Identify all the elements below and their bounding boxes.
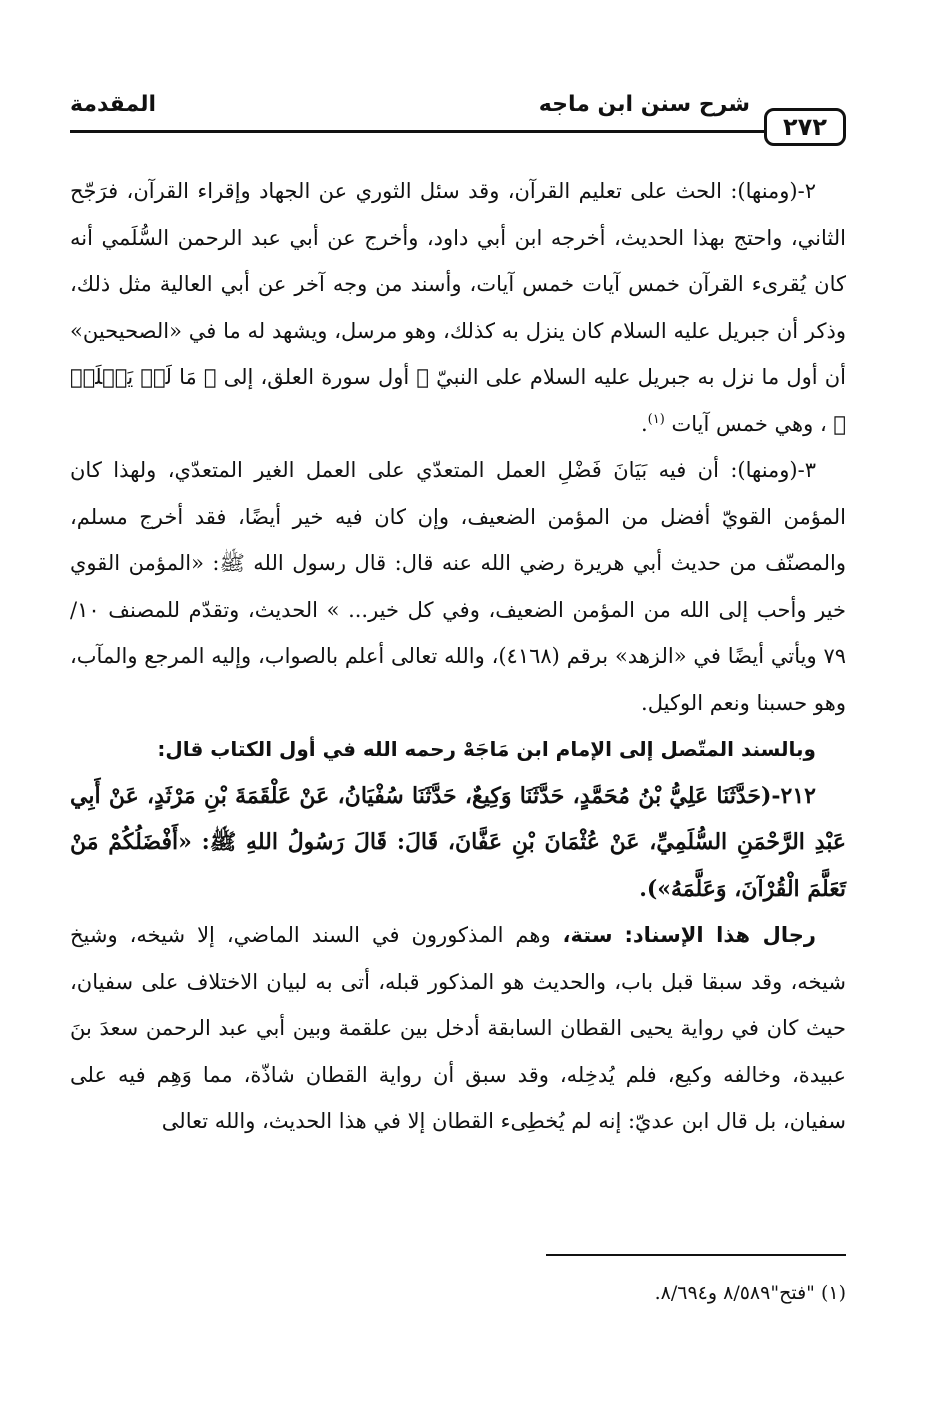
isnad-heading: وبالسند المتّصل إلى الإمام ابن مَاجَهْ رحمه الله في أول الكتاب قال: <box>157 737 816 761</box>
running-header <box>70 90 846 150</box>
page-number: ٢٧٢ <box>764 108 846 146</box>
book-title: شرح سنن ابن ماجه <box>538 92 750 117</box>
paragraph-point-2 <box>70 168 846 447</box>
document-page <box>70 0 846 1401</box>
rijal-count: ستة، <box>562 923 613 947</box>
paragraph-text: ٢-(ومنها): الحث على تعليم القرآن، وقد سئل الثوري عن الجهاد وإقراء القرآن، فرَجّح الثاني، واحتج بهذا الحديث، أخرجه ابن أبي داود، وأخرج عن أبي عبد الرحمن السُّلَمي أنه كان يُقرىء القرآن خمس آيات خمس آيات، وأسند من وجه آخر عن أبي العالية مثل ذلك، وذكر أن جبريل عليه السلام كان ينزل به كذلك، وهو مرسل، ويشهد له ما في «الصحيحين» أن أول ما نزل به جبريل عليه السلام على النبيّ ﷺ أول سورة العلق، إلى ﴿ مَا لَمۡ يَعۡلَمۡ ﴾ ، وهي خمس آيات <box>70 179 846 436</box>
header-rule <box>70 130 766 133</box>
rijal-lead: رجال هذا الإسناد: <box>624 923 816 947</box>
rijal-paragraph <box>70 912 846 1145</box>
section-title: المقدمة <box>70 92 157 117</box>
paragraph-end: . <box>640 411 648 436</box>
paragraph-point-3: ٣-(ومنها): أن فيه بَيَانَ فَضْلِ العمل المتعدّي على العمل الغير المتعدّي، ولهذا كان المؤمن القويّ أفضل من المؤمن الضعيف، وإن كان فيه خير أيضًا، فقد أخرج مسلم، والمصنّف من حديث أبي هريرة رضي الله عنه قال: قال رسول الله ﷺ: «المؤمن القوي خير وأحب إلى الله من المؤمن الضعيف، وفي كل خير... » الحديث، وتقدّم للمصنف ١٠/ ٧٩ ويأتي أيضًا في «الزهد» برقم (٤١٦٨)، والله تعالى أعلم بالصواب، وإليه المرجع والمآب، وهو حسبنا ونعم الوكيل. <box>70 458 847 715</box>
footnote: (١) "فتح"٨/٥٨٩ و٨/٦٩٤. <box>654 1282 846 1304</box>
footnote-rule <box>546 1254 846 1256</box>
rijal-text: وهم المذكورون في السند الماضي، إلا شيخه، وشيخ شيخه، وقد سبقا قبل باب، والحديث هو المذكور قبله، أتى به لبيان الاختلاف على سفيان، حيث كان في رواية يحيى القطان السابقة أدخل بين علقمة وبين أبي عبد الرحمن سعدَ بنَ عبيدة، وخالفه وكيع، فلم يُدخِله، وقد سبق أن رواية القطان شاذّة، مما وَهِم فيه على سفيان، بل قال ابن عديّ: إنه لم يُخطِىء القطان إلا في هذا الحديث، والله تعالى <box>70 923 846 1133</box>
hadith-text: ٢١٢-(حَدَّثَنَا عَلِيُّ بْنُ مُحَمَّدٍ، حَدَّثَنَا وَكِيعٌ، حَدَّثَنَا سُفْيَانُ، عَنْ عَلْقَمَةَ بْنِ مَرْثَدٍ، عَنْ أَبِي عَبْدِ الرَّحْمَنِ السُّلَمِيِّ، عَنْ عُثْمَانَ بْنِ عَفَّانَ، قَالَ: قَالَ رَسُولُ اللهِ ﷺ: «أَفْضَلُكُمْ مَنْ تَعَلَّمَ الْقُرْآنَ، وَعَلَّمَهُ»). <box>70 782 846 902</box>
footnote-reference: (١) <box>647 411 665 427</box>
main-text <box>70 168 846 1145</box>
